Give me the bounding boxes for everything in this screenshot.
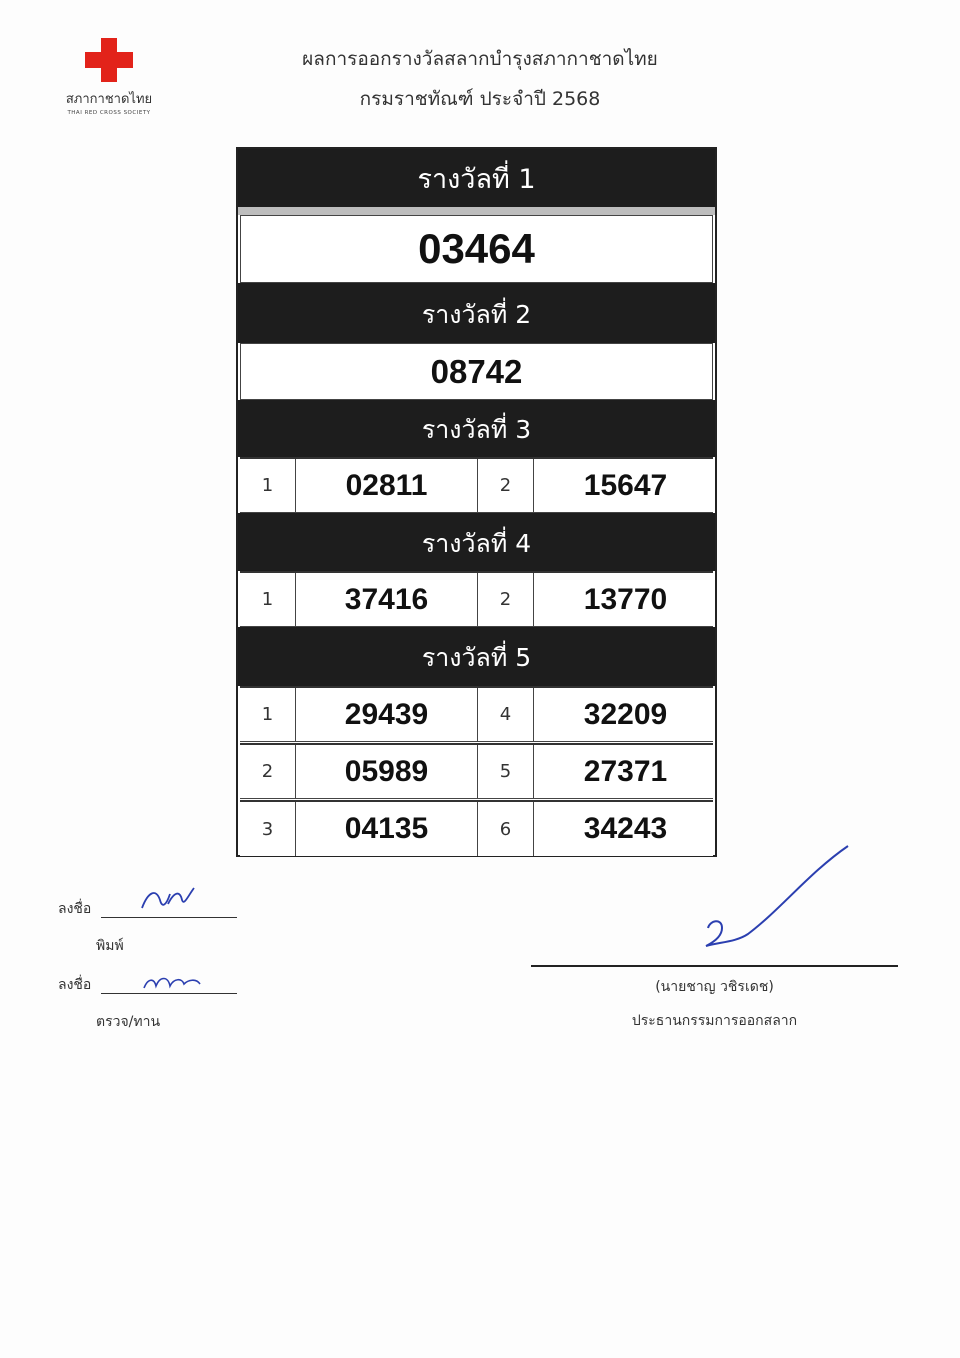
row-index: 2 — [478, 573, 534, 626]
prize-3-row — [240, 457, 713, 513]
prize-number: 13770 — [583, 582, 668, 616]
chairman-signature — [700, 842, 852, 952]
prize-number: 04135 — [296, 802, 478, 856]
row-index: 1 — [240, 688, 296, 741]
prize-number: 05989 — [296, 745, 478, 798]
chairman-signature-line — [531, 965, 898, 967]
results-table — [236, 147, 717, 857]
row-index: 3 — [240, 802, 296, 856]
row-index: 2 — [240, 745, 296, 798]
role-typist: พิมพ์ — [96, 938, 124, 954]
row-index: 4 — [478, 688, 534, 741]
prize-number: 02811 — [296, 459, 478, 512]
prize-4-header: รางวัลที่ 4 — [238, 513, 715, 571]
prize-number: 29439 — [296, 688, 478, 741]
prize-number: 32209 — [583, 697, 668, 731]
prize-4-row — [240, 571, 713, 627]
sign-label-1: ลงชื่อ — [58, 901, 92, 917]
prize-1-header: รางวัลที่ 1 — [238, 149, 715, 215]
handwritten-signature-2 — [140, 970, 204, 996]
prize-number: 37416 — [296, 573, 478, 626]
prize-1-number: 03464 — [240, 215, 713, 283]
row-index: 6 — [478, 802, 534, 856]
thai-red-cross-logo — [54, 38, 164, 116]
red-cross-icon — [85, 38, 133, 82]
chairman-name: (นายชาญ วชิรเดช) — [655, 979, 774, 995]
prize-5-row — [240, 800, 713, 856]
handwritten-signature-1 — [138, 882, 198, 918]
sign-label-2: ลงชื่อ — [58, 977, 92, 993]
prize-number: 27371 — [583, 754, 668, 788]
row-index: 1 — [240, 459, 296, 512]
prize-number: 34243 — [583, 812, 668, 845]
row-index: 2 — [478, 459, 534, 512]
prize-2-number: 08742 — [240, 343, 713, 400]
document-subtitle: กรมราชทัณฑ์ ประจำปี 2568 — [359, 88, 601, 110]
row-index: 1 — [240, 573, 296, 626]
role-proofreader: ตรวจ/ทาน — [96, 1014, 161, 1030]
prize-5-row — [240, 686, 713, 742]
logo-name-en: THAI RED CROSS SOCIETY — [67, 110, 151, 116]
chairman-title: ประธานกรรมการออกสลาก — [631, 1013, 798, 1029]
prize-number: 15647 — [583, 468, 668, 502]
prize-3-header: รางวัลที่ 3 — [238, 400, 715, 457]
prize-2-header: รางวัลที่ 2 — [238, 283, 715, 343]
row-index: 5 — [478, 745, 534, 798]
logo-name-th: สภากาชาดไทย — [65, 92, 153, 107]
document-title: ผลการออกรางวัลสลากบำรุงสภากาชาดไทย — [302, 48, 658, 70]
prize-5-header: รางวัลที่ 5 — [238, 627, 715, 686]
prize-5-row — [240, 743, 713, 799]
